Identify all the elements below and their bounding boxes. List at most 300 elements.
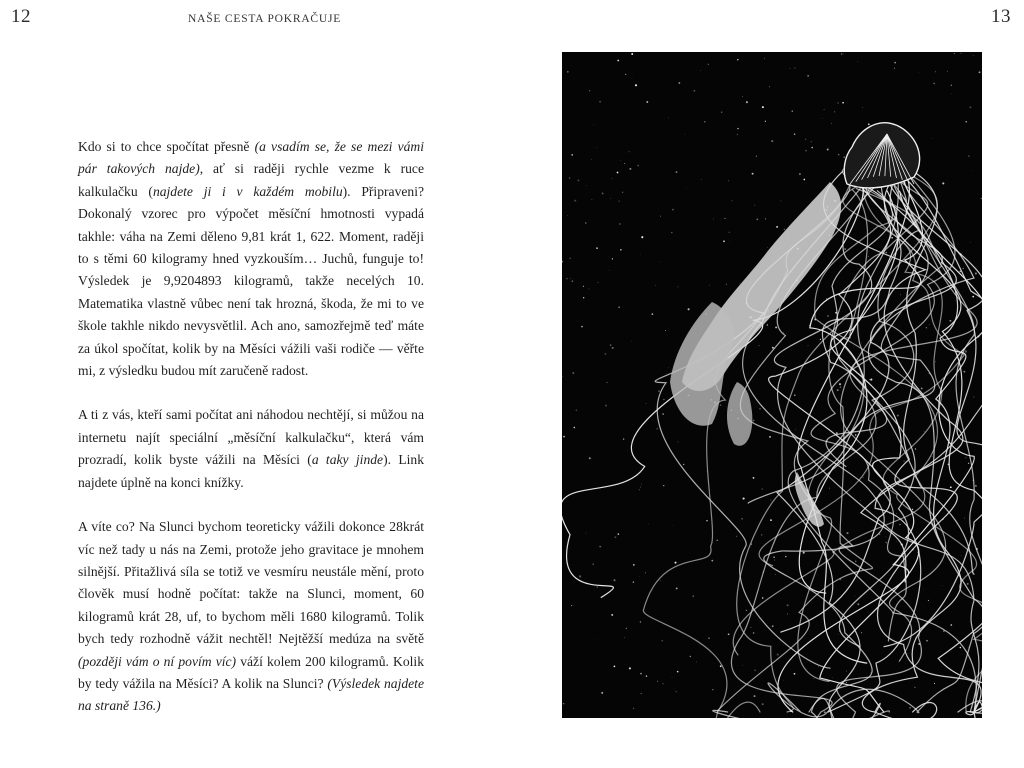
star: [671, 232, 672, 233]
star: [814, 678, 815, 679]
star: [708, 64, 709, 65]
star: [855, 561, 856, 562]
star: [846, 532, 848, 534]
star: [633, 77, 634, 78]
star: [660, 262, 661, 263]
star: [569, 258, 571, 260]
star: [663, 485, 664, 486]
star: [762, 597, 763, 598]
star: [596, 147, 597, 148]
star: [746, 101, 748, 103]
star: [756, 156, 757, 157]
star: [754, 695, 756, 697]
star: [701, 70, 702, 71]
star: [932, 456, 933, 457]
tentacle: [811, 167, 955, 641]
star: [663, 683, 664, 684]
star: [693, 595, 694, 596]
star: [767, 324, 768, 325]
star: [623, 438, 624, 439]
star: [618, 533, 619, 534]
star: [751, 544, 752, 545]
star: [617, 60, 619, 62]
italic-run: (později vám o ní povím víc): [78, 653, 237, 669]
star: [741, 518, 743, 520]
text-run: Kdo si to chce spočítat přesně: [78, 139, 255, 154]
star: [611, 614, 613, 616]
star: [665, 554, 666, 555]
star: [720, 404, 721, 405]
star: [567, 71, 568, 72]
star: [721, 112, 722, 113]
star: [676, 587, 678, 589]
star: [592, 199, 593, 200]
star: [723, 240, 725, 242]
star: [803, 179, 805, 181]
star: [754, 205, 755, 206]
star: [970, 242, 971, 243]
star: [762, 488, 763, 489]
star: [963, 371, 965, 373]
star: [964, 518, 965, 519]
star: [598, 282, 599, 283]
running-header: NAŠE CESTA POKRAČUJE: [188, 13, 342, 25]
star: [885, 536, 886, 537]
star: [762, 703, 764, 705]
star: [742, 96, 743, 97]
star: [795, 429, 796, 430]
star: [771, 140, 773, 142]
star: [827, 148, 829, 150]
star: [971, 170, 972, 171]
star: [965, 350, 967, 352]
star: [972, 296, 974, 298]
star: [897, 415, 899, 417]
star: [688, 308, 690, 310]
star: [935, 361, 936, 362]
star: [921, 387, 923, 389]
star: [934, 683, 935, 684]
star: [759, 345, 760, 346]
star: [639, 489, 640, 490]
star: [858, 409, 859, 410]
star: [594, 125, 595, 126]
star: [725, 218, 726, 219]
star: [672, 677, 673, 678]
star: [732, 200, 733, 201]
oral-arm: [670, 302, 734, 426]
star: [942, 585, 943, 586]
star: [811, 147, 813, 149]
star: [950, 486, 952, 488]
star: [717, 540, 718, 541]
star: [641, 693, 642, 694]
star: [619, 223, 621, 225]
star: [965, 457, 966, 458]
star: [868, 256, 869, 257]
star: [708, 637, 710, 639]
star: [626, 628, 627, 629]
tentacle: [862, 188, 982, 712]
star: [586, 185, 587, 186]
star: [631, 53, 633, 55]
star: [631, 341, 632, 342]
right-page-number: 13: [991, 6, 1011, 27]
star: [566, 278, 568, 280]
star: [932, 138, 933, 139]
star: [889, 513, 890, 514]
oral-arm: [795, 472, 824, 527]
star: [678, 286, 679, 287]
star: [572, 280, 573, 281]
star: [652, 313, 654, 315]
oral-arm: [727, 382, 752, 446]
star: [858, 61, 859, 62]
star: [737, 59, 738, 60]
star: [678, 442, 679, 443]
star: [909, 707, 911, 709]
star: [693, 90, 695, 92]
star: [740, 283, 741, 284]
star: [588, 288, 589, 289]
star: [785, 556, 787, 558]
star: [979, 71, 981, 73]
star: [838, 634, 839, 635]
star: [563, 703, 565, 705]
star: [737, 134, 738, 135]
star: [633, 564, 635, 566]
star: [711, 560, 713, 562]
text-run: A víte co? Na Slunci bychom teoreticky vážili dokonce 28krát víc než tady u nás na Zemi, protože jeho gravitace je mnohem silnější. Přitažlivá síla se totiž ve vesmíru neustále mění, proto člověk musí hodně počítat: takže na Slunci, moment, 60 kilogramů krát 28, uf, to bychom měli 1680 kilogramů. Tolik bych tedy rozhodně vážit nechtěl! Nejtěžší medúza na světě: [78, 519, 424, 647]
star: [641, 236, 643, 238]
star: [834, 111, 835, 112]
star: [743, 498, 745, 500]
star: [624, 637, 625, 638]
star: [784, 229, 785, 230]
star: [662, 640, 663, 641]
star: [765, 218, 766, 219]
star: [706, 520, 707, 521]
star: [675, 562, 677, 564]
star: [857, 603, 859, 605]
star: [605, 405, 607, 407]
star: [704, 121, 706, 123]
jellyfish-bell: [844, 123, 919, 188]
star: [728, 633, 730, 635]
star: [954, 53, 955, 54]
star: [614, 536, 616, 538]
star: [787, 604, 789, 606]
star: [899, 326, 900, 327]
star: [894, 62, 896, 64]
star: [784, 680, 785, 681]
star: [646, 101, 648, 103]
star: [820, 339, 821, 340]
star: [764, 58, 765, 59]
star: [772, 625, 774, 627]
star: [923, 589, 924, 590]
italic-run: najdete ji i v každém mobilu: [152, 183, 343, 199]
star: [973, 55, 974, 56]
star: [924, 431, 925, 432]
star: [562, 261, 563, 263]
star: [640, 673, 642, 675]
text-run: ). Link najdete úplně na konci knížky.: [78, 452, 424, 490]
star: [967, 583, 969, 585]
star: [761, 534, 762, 535]
star: [591, 159, 592, 160]
star: [907, 653, 908, 654]
star: [914, 687, 915, 688]
star: [960, 647, 962, 649]
star: [728, 232, 729, 233]
star: [683, 464, 684, 465]
text-run: váží kolem 200 kilogramů. Kolik by tedy vážila na Měsíci? A kolik na Slunci?: [78, 653, 424, 691]
star: [618, 306, 620, 308]
star: [633, 708, 634, 709]
star: [843, 54, 844, 55]
star: [844, 157, 845, 158]
jellyfish-icon: [562, 52, 982, 718]
star: [781, 201, 782, 202]
star: [753, 632, 754, 633]
star: [713, 218, 714, 219]
star: [894, 68, 895, 69]
star: [775, 326, 777, 328]
star: [662, 413, 664, 415]
italic-run: a taky jinde: [311, 452, 384, 468]
star: [611, 178, 612, 179]
star: [966, 121, 967, 122]
star: [712, 689, 713, 690]
star: [915, 448, 916, 449]
star: [696, 662, 697, 663]
star: [792, 110, 794, 112]
star: [665, 330, 666, 331]
star: [690, 656, 691, 657]
star: [625, 74, 626, 75]
star: [777, 654, 779, 656]
star: [973, 396, 974, 397]
star: [794, 394, 796, 396]
star: [900, 294, 901, 295]
star: [742, 665, 743, 666]
star: [767, 247, 768, 248]
star: [602, 192, 604, 194]
star: [903, 460, 904, 461]
star: [613, 579, 615, 581]
star: [585, 222, 586, 223]
star: [846, 671, 847, 672]
paragraph-1: [78, 136, 424, 382]
star: [610, 344, 611, 345]
star: [720, 665, 722, 667]
star: [633, 581, 634, 582]
star: [606, 382, 607, 383]
star: [762, 106, 764, 108]
star: [861, 632, 862, 633]
star: [597, 586, 598, 587]
star: [583, 286, 584, 287]
star: [912, 509, 914, 511]
star: [737, 128, 738, 129]
star: [935, 71, 936, 72]
star: [583, 297, 584, 298]
paragraph-2: [78, 404, 424, 494]
star: [663, 399, 664, 400]
italic-run: (Výsledek najdete na straně 136.): [78, 675, 424, 714]
star: [657, 681, 658, 682]
star: [822, 118, 823, 119]
star: [570, 278, 571, 279]
star: [855, 596, 856, 597]
star: [629, 168, 631, 170]
star: [610, 198, 611, 199]
star: [837, 389, 839, 391]
star: [589, 90, 590, 91]
star: [728, 180, 729, 181]
star: [573, 427, 575, 429]
star: [589, 457, 591, 459]
star: [844, 248, 846, 250]
star: [701, 179, 702, 180]
star: [829, 488, 830, 489]
star: [968, 463, 969, 464]
star: [672, 525, 673, 526]
star: [951, 85, 953, 87]
star: [969, 106, 971, 108]
star: [963, 268, 964, 269]
star: [770, 519, 772, 521]
star: [579, 575, 581, 577]
star: [753, 477, 755, 479]
star: [855, 434, 856, 435]
star: [581, 326, 583, 328]
star: [563, 436, 565, 438]
star: [577, 179, 579, 181]
star: [756, 219, 758, 221]
star: [620, 249, 622, 251]
star: [968, 155, 969, 156]
star: [870, 379, 872, 381]
star: [635, 84, 637, 86]
star: [594, 639, 595, 640]
star: [943, 631, 944, 632]
star: [748, 389, 749, 390]
star: [622, 192, 623, 193]
text-run: A ti z vás, kteří sami počítat ani náhodou nechtějí, si můžou na internetu najít speciální „měsíční kalkulačku“, která vám prozradí, kolik byste vážili na Měsíci (: [78, 407, 424, 468]
star: [842, 102, 844, 104]
star: [832, 677, 833, 678]
star: [624, 163, 625, 164]
star: [569, 177, 570, 178]
star: [769, 86, 770, 87]
star: [656, 428, 658, 430]
star: [961, 53, 962, 54]
star: [769, 436, 771, 438]
star: [707, 472, 708, 473]
text-run: , ať si raději rychle vezme k ruce kalkulačku (: [78, 161, 424, 199]
star: [824, 109, 825, 110]
tentacle: [643, 183, 850, 719]
star: [808, 346, 809, 347]
star: [752, 173, 754, 175]
star: [637, 165, 639, 167]
left-page-number: 12: [11, 6, 31, 27]
star: [961, 555, 962, 556]
star: [759, 408, 761, 410]
star: [750, 627, 751, 628]
star: [768, 425, 769, 426]
star: [627, 450, 628, 451]
star: [677, 671, 679, 673]
body-text: [78, 136, 424, 718]
star: [645, 572, 646, 573]
star: [862, 107, 863, 108]
star: [794, 673, 796, 675]
star: [926, 640, 928, 642]
star: [617, 172, 619, 174]
star: [676, 691, 677, 692]
star: [846, 682, 847, 683]
bell-shape: [844, 123, 919, 188]
star: [840, 386, 842, 388]
tentacle: [832, 191, 915, 647]
star: [891, 237, 893, 239]
star: [685, 134, 686, 135]
star: [592, 563, 594, 565]
italic-run: (a vsadím se, že se mezi vámi pár takových najde): [78, 139, 424, 177]
star: [773, 556, 774, 557]
star: [629, 151, 630, 152]
star: [599, 101, 601, 103]
star: [660, 580, 661, 581]
star: [861, 342, 862, 343]
star: [949, 320, 951, 322]
star: [811, 141, 812, 142]
star: [929, 324, 930, 325]
star: [571, 154, 573, 156]
star: [754, 669, 756, 671]
star: [605, 353, 607, 355]
jellyfish-illustration: [562, 52, 982, 718]
star: [807, 75, 808, 76]
star: [668, 368, 669, 369]
paragraph-3: [78, 516, 424, 718]
star: [571, 605, 572, 606]
star: [860, 501, 861, 502]
star: [933, 83, 935, 85]
star: [827, 315, 829, 317]
star: [567, 215, 568, 216]
star: [612, 347, 614, 349]
star: [885, 252, 886, 253]
star: [805, 139, 806, 140]
star: [942, 182, 944, 184]
star: [562, 376, 563, 377]
star: [869, 379, 870, 380]
star: [709, 285, 710, 286]
star: [599, 546, 601, 548]
star: [753, 419, 755, 421]
star: [818, 666, 819, 667]
star: [831, 123, 832, 124]
star: [612, 258, 613, 259]
star: [981, 198, 982, 199]
star: [614, 666, 616, 668]
star: [837, 102, 838, 103]
star: [726, 284, 727, 285]
